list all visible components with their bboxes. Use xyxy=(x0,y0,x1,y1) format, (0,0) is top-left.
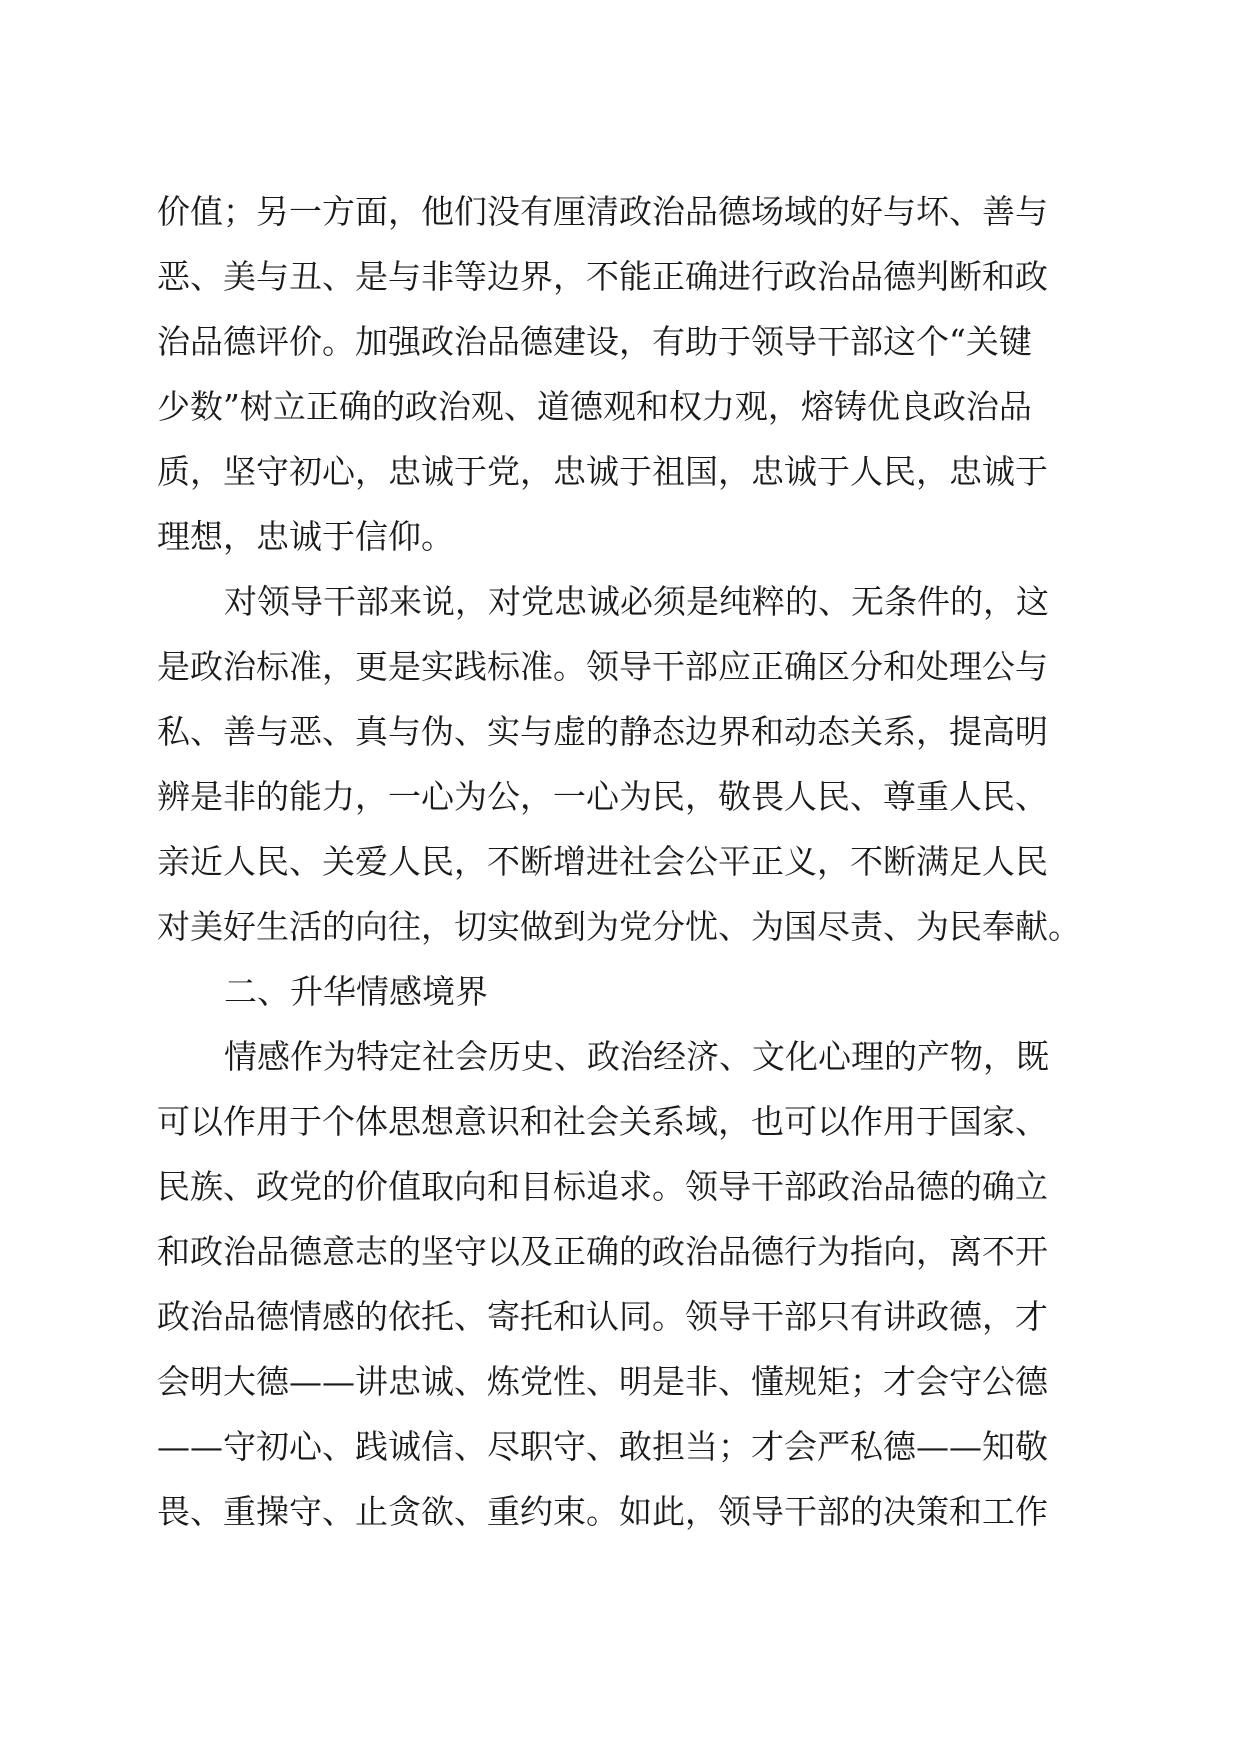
text-line: 对美好生活的向往，切实做到为党分忧、为国尽责、为民奉献。 xyxy=(157,907,1081,946)
text-line: 和政治品德意志的坚守以及正确的政治品德行为指向，离不开 xyxy=(157,1232,1048,1271)
text-line: 是政治标准，更是实践标准。领导干部应正确区分和处理公与 xyxy=(157,647,1048,686)
text-line: 辨是非的能力，一心为公，一心为民，敬畏人民、尊重人民、 xyxy=(157,777,1048,816)
text-line: 民族、政党的价值取向和目标追求。领导干部政治品德的确立 xyxy=(157,1167,1048,1206)
text-line: 质，坚守初心，忠诚于党，忠诚于祖国，忠诚于人民，忠诚于 xyxy=(157,452,1048,491)
text-line: 治品德评价。加强政治品德建设，有助于领导干部这个“关键 xyxy=(157,322,1032,361)
text-line: 理想，忠诚于信仰。 xyxy=(157,517,454,556)
section-heading: 二、升华情感境界 xyxy=(224,972,488,1011)
text-line: 私、善与恶、真与伪、实与虚的静态边界和动态关系，提高明 xyxy=(157,712,1048,751)
text-line: 政治品德情感的依托、寄托和认同。领导干部只有讲政德，才 xyxy=(157,1297,1048,1336)
text-line: 对领导干部来说，对党忠诚必须是纯粹的、无条件的，这 xyxy=(224,582,1049,621)
text-line: 畏、重操守、止贪欲、重约束。如此，领导干部的决策和工作 xyxy=(157,1492,1048,1531)
text-line: 情感作为特定社会历史、政治经济、文化心理的产物，既 xyxy=(224,1037,1049,1076)
text-line: 价值；另一方面，他们没有厘清政治品德场域的好与坏、善与 xyxy=(157,192,1048,231)
text-line: ——守初心、践诚信、尽职守、敢担当；才会严私德——知敬 xyxy=(157,1427,1048,1466)
text-line: 可以作用于个体思想意识和社会关系域，也可以作用于国家、 xyxy=(157,1102,1048,1141)
text-line: 亲近人民、关爱人民，不断增进社会公平正义，不断满足人民 xyxy=(157,842,1048,881)
text-line: 少数”树立正确的政治观、道德观和权力观，熔铸优良政治品 xyxy=(157,387,1032,426)
text-line: 恶、美与丑、是与非等边界，不能正确进行政治品德判断和政 xyxy=(157,257,1048,296)
text-line: 会明大德——讲忠诚、炼党性、明是非、懂规矩；才会守公德 xyxy=(157,1362,1048,1401)
